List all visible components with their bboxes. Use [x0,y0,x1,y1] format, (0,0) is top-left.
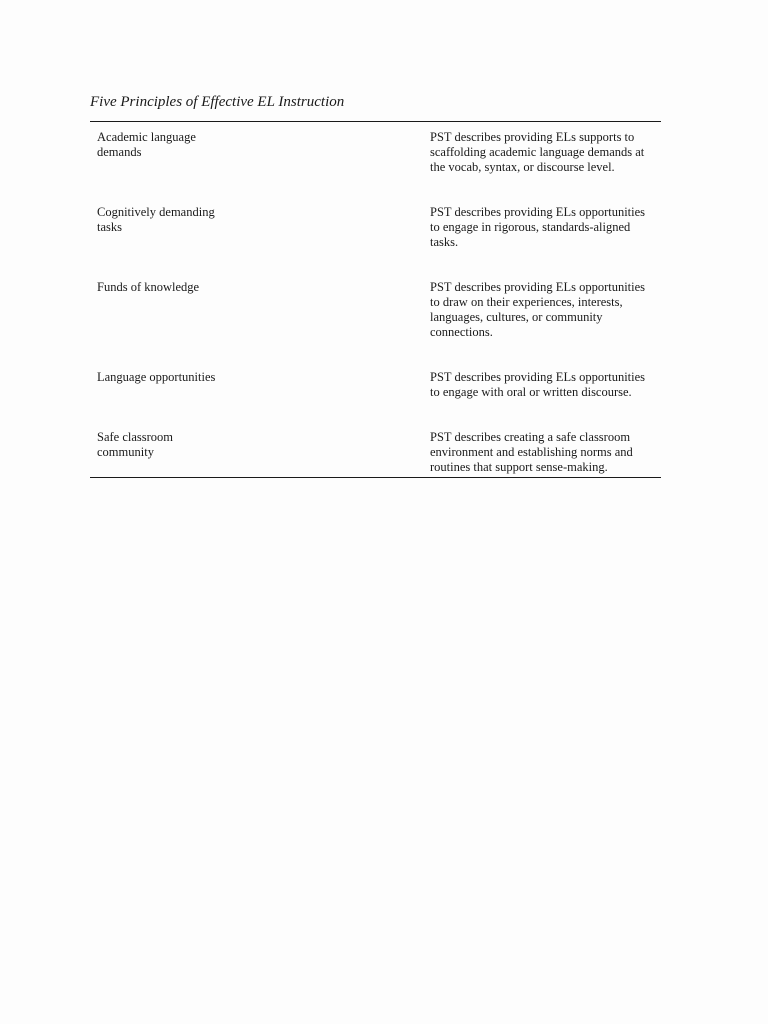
principle-description: PST describes providing ELs opportunities to draw on their experiences, interests, languages, cultures, or community connections. [430,280,646,339]
principle-name: Cognitively demanding tasks [97,205,215,234]
principle-name: Language opportunities [97,370,216,384]
principle-description: PST describes providing ELs supports to scaffolding academic language demands at the vocab, syntax, or discourse level. [430,130,645,174]
table-row [90,370,661,430]
principle-name: Safe classroom community [97,430,174,459]
principle-description: PST describes creating a safe classroom environment and establishing norms and routines that support sense-making. [430,430,633,474]
principles-table [90,122,661,477]
table-row [90,430,661,475]
table-title: Five Principles of Effective EL Instruction [90,94,345,110]
document-page [90,93,661,478]
table-row [90,130,661,205]
table-row [90,205,661,280]
table-bottom-rule [90,477,661,478]
principle-description: PST describes providing ELs opportunities to engage in rigorous, standards-aligned tasks. [430,205,646,249]
principle-name: Funds of knowledge [97,280,200,294]
principle-name: Academic language demands [97,130,196,159]
table-row [90,280,661,370]
principle-description: PST describes providing ELs opportunities to engage with oral or written discourse. [430,370,646,399]
